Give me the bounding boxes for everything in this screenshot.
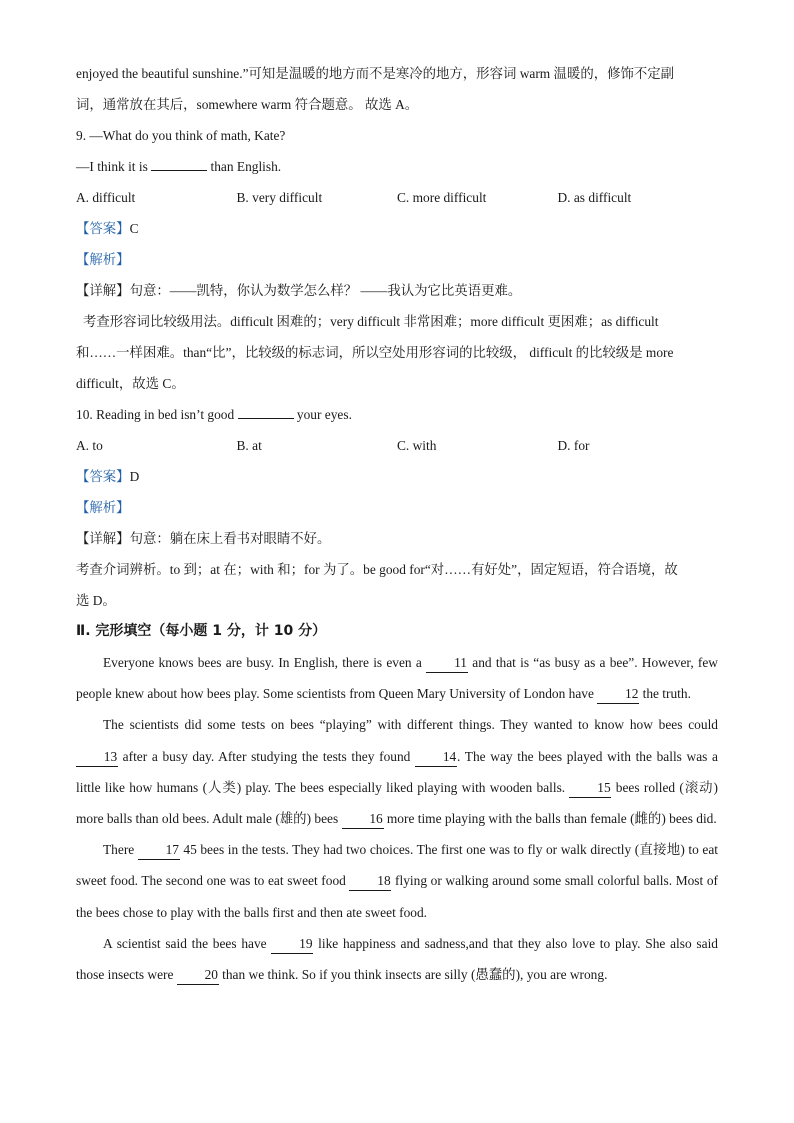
- q9-answer-value: C: [129, 221, 139, 236]
- passage-paragraph-3: [76, 834, 718, 928]
- q9-option-c: C. more difficult: [397, 190, 487, 205]
- q9-analysis-tag: 【解析】: [76, 252, 130, 267]
- passage-text: Everyone knows bees are busy. In English, there is even a: [103, 655, 427, 670]
- q9-detail-text: 句意：——凯特，你认为数学怎么样？ ——我认为它比英语更难。: [129, 283, 522, 298]
- q10-stem-post: your eyes.: [293, 407, 352, 422]
- q9-detail-tag: 【详解】: [76, 283, 130, 298]
- blank-12: 12: [597, 685, 639, 704]
- document-page: [76, 58, 718, 990]
- q9-answer: [76, 213, 718, 244]
- passage-text: 45 bees in the tests. They had two choices. The first one was to fly or walk directly (直接地) to eat sweet food. The second one was to eat sweet food: [76, 842, 718, 889]
- section-2-title: Ⅱ. 完形填空（每小题 1 分，计 10 分）: [76, 623, 327, 639]
- blank-16: 16: [342, 810, 384, 829]
- blank-19: 19: [271, 935, 313, 954]
- passage-paragraph-4: [76, 928, 718, 990]
- blank-17: 17: [138, 841, 180, 860]
- q10-stem: [76, 399, 718, 430]
- q10-detail-text: 句意：躺在床上看书对眼睛不好。: [129, 531, 331, 546]
- q9-option-d: D. as difficult: [557, 190, 632, 205]
- passage-text: the truth.: [639, 686, 691, 702]
- q10-detail-tag: 【详解】: [76, 531, 130, 546]
- passage-text: There: [103, 842, 138, 858]
- q9-explain-line-2: 和……一样困难。than“比”，比较级的标志词，所以空处用形容词的比较级， difficult 的比较级是 more: [76, 345, 674, 360]
- q10-option-c: C. with: [397, 438, 437, 453]
- q8-explanation-line-1: enjoyed the beautiful sunshine.”可知是温暖的地方而不是寒冷的地方，形容词 warm 温暖的，修饰不定副: [76, 66, 675, 81]
- q10-option-d: D. for: [557, 438, 590, 453]
- q9-stem-pre: —I think it is: [76, 159, 152, 174]
- blank-15: 15: [569, 779, 611, 798]
- passage-text: The scientists did some tests on bees “playing” with different things. They wanted to know how bees could: [103, 717, 718, 733]
- q10-option-b: B. at: [236, 438, 262, 453]
- passage-text: than we think. So if you think insects are silly (愚蠢的), you are wrong.: [218, 967, 608, 983]
- q10-stem-pre: 10. Reading in bed isn’t good: [76, 407, 238, 422]
- blank-14: 14: [415, 748, 457, 767]
- q10-answer-tag: 【答案】: [76, 469, 130, 484]
- q10-explain-line-2: 选 D。: [76, 593, 116, 608]
- cloze-passage: [76, 647, 718, 990]
- passage-text: . The way the bees played with the balls was a little like how humans (人类) play. The bees especially liked playing with wooden balls.: [76, 748, 718, 795]
- q9-detail: [76, 275, 718, 306]
- passage-text: A scientist said the bees have: [103, 935, 272, 951]
- q9-options: [76, 182, 718, 213]
- q8-explanation-line-2: 词，通常放在其后，somewhere warm 符合题意。 故选 A。: [76, 97, 419, 112]
- passage-paragraph-1: [76, 647, 718, 709]
- q9-answer-tag: 【答案】: [76, 221, 130, 236]
- q9-stem: 9. —What do you think of math, Kate?: [76, 128, 286, 143]
- q10-options: [76, 430, 718, 461]
- passage-text: flying or walking around some small colorful balls. Most of the bees chose to play with the balls first and then ate sweet food.: [76, 873, 718, 920]
- q10-explain-line-1: 考查介词辨析。to 到；at 在；with 和；for 为了。be good for“对……有好处”，固定短语，符合语境，故: [76, 562, 678, 577]
- q10-analysis-tag: 【解析】: [76, 500, 130, 515]
- q9-explain-line-3: difficult，故选 C。: [76, 376, 185, 391]
- q10-blank: [238, 418, 294, 419]
- q9-option-a: A. difficult: [76, 190, 136, 205]
- blank-20: 20: [177, 966, 219, 985]
- q9-option-b: B. very difficult: [236, 190, 323, 205]
- passage-text: after a busy day. After studying the tests they found: [118, 748, 416, 764]
- passage-text: and that is “as busy as a bee”. However, few people knew about how bees play. Some scientists from Queen Mary University of London have: [76, 655, 718, 702]
- blank-18: 18: [349, 872, 391, 891]
- passage-text: bees rolled (滚动) more balls than old bees. Adult male (雄的) bees: [76, 779, 718, 827]
- q10-detail: [76, 523, 718, 554]
- q9-explain-line-1: 考查形容词比较级用法。difficult 困难的；very difficult 非常困难；more difficult 更困难；as difficult: [83, 314, 659, 329]
- passage-paragraph-2: [76, 709, 718, 834]
- q9-stem-response: [76, 151, 718, 182]
- q10-answer: [76, 461, 718, 492]
- blank-11: 11: [426, 654, 468, 673]
- blank-13: 13: [76, 748, 118, 767]
- q10-answer-value: D: [129, 469, 140, 484]
- passage-text: more time playing with the balls than female (雌的) bees did.: [383, 811, 717, 827]
- q9-blank: [151, 170, 207, 171]
- q9-stem-post: than English.: [207, 159, 282, 174]
- q10-option-a: A. to: [76, 438, 103, 453]
- passage-text: like happiness and sadness,and that they also love to play. She also said those insects were: [76, 935, 718, 983]
